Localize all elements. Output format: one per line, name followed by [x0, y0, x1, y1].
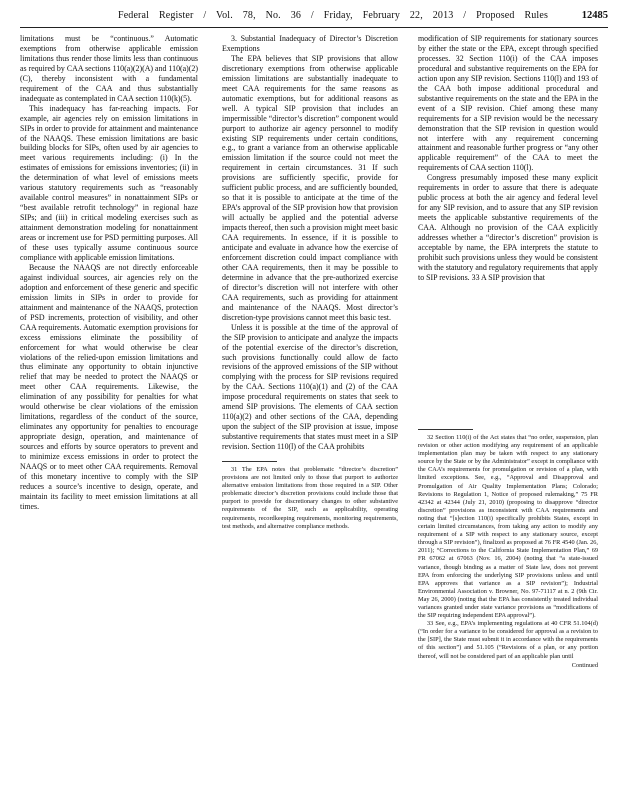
- column-3: [418, 34, 598, 794]
- running-header: [20, 8, 608, 24]
- page-number: 12485: [581, 10, 608, 21]
- paragraph: This inadequacy has far-reaching impacts. For example, air agencies rely on emission limitations in SIPs in order to provide for attainment and maintenance of the NAAQS. These emission limitations are basic building blocks for SIPs, often used by air agencies to meet various requirements including: (i) In the estimates of emissions for emissions inventories; (ii) in the determination of what level of emissions meets various statutory requirements such as “reasonably available control measures” in nonattainment SIPs or “best available retrofit technology” in regional haze SIPs; and (iii) in critical modeling exercises such as attainment demonstration modeling for nonattainment areas or increment use for PSD permitting purposes. All of these uses typically assume continuous source compliance with applicable emission limitations.: [20, 103, 198, 262]
- column-2: [222, 34, 398, 794]
- paragraph: Unless it is possible at the time of the approval of the SIP provision to anticipate and analyze the impacts of the potential exercise of the director’s discretion, such provisions functionally could allow de facto revisions of the approved emissions of the SIP without complying with the process for SIP revisions required by the CAA. Sections 110(a)(1) and (2) of the CAA impose procedural requirements on states that seek to amend SIP provisions. The elements of CAA section 110(a)(2) and other sections of the CAA, depending upon the subject of the SIP provision at issue, impose substantive requirements that states must meet in a SIP revision. Section 110(l) of the CAA prohibits: [222, 322, 398, 452]
- column-1: [20, 34, 198, 794]
- header-rule: [20, 27, 608, 28]
- footnote-rule: [418, 429, 473, 430]
- paragraph: modification of SIP requirements for stationary sources by either the state or the EPA, except through specified processes. 32 Section 110(i) of the CAA imposes procedural and substantive requirements on the EPA for action upon any SIP revision. Sections 110(l) and 193 of the CAA both impose additional procedural and substantive requirements on the state and the EPA in the event of a SIP revision. Chief among these many requirements for a SIP revision would be the necessary demonstration that the SIP revision in question would not interfere with any requirement concerning attainment and reasonable further progress or “any other applicable requirement” of the CAA to meet the requirements of CAA section 110(l).: [418, 34, 598, 173]
- column-3-body: [418, 34, 598, 426]
- continued-label: Continued: [571, 661, 598, 669]
- paragraph: Because the NAAQS are not directly enforceable against individual sources, air agencies rely on the adoption and enforcement of these generic and specific emission limits in SIPs in order to provide for attainment and maintenance of the NAAQS, protection of PSD increments, protection of visibility, and other CAA requirements. Automatic exemption provisions for excess emissions eliminate the possibility of enforcement for what would otherwise be clear violations of the relied-upon emission limitations and thus eliminate any opportunity to obtain injunctive relief that may be needed to protect the NAAQS or meet other CAA requirements. Likewise, the elimination of any possibility for penalties for what would otherwise be clear violations of the emission limitations, regardless of the conduct of the source, eliminates any opportunity for penalties to encourage appropriate design, operation, and maintenance of sources and efforts by source operators to prevent and to minimize excess emissions in order to protect the NAAQS or to meet other CAA requirements. Removal of this monetary incentive to comply with the SIP reduces a source’s incentive to design, operate, and maintain its facility to meet emission limitations at all times.: [20, 262, 198, 511]
- paragraph: The EPA believes that SIP provisions that allow discretionary exemptions from otherwise applicable emission limitations are substantially inadequate to meet CAA requirements for the same reasons as automatic exemptions, but for additional reasons as well. A typical SIP provision that includes an impermissible “director’s discretion” component would purport to authorize air agency personnel to modify existing SIP requirements under certain conditions, e.g., to grant a variance from an otherwise applicable emission limitation if the source could not meet the requirement in certain circumstances. 31 If such provisions are sufficiently specific, provide for sufficient public process, and are sufficiently bounded, so that it is possible to anticipate at the time of the EPA’s approval of the SIP provision how that provision will actually be applied and the potential adverse impacts thereof, then such a provision might meet basic CAA requirements. In essence, if it is possible to anticipate and evaluate in advance how the exercise of enforcement discretion could impact compliance with other CAA requirements, then it may be possible to determine in advance that the pre-authorized exercise of director’s discretion will not interfere with other CAA requirements, such as providing for attainment and maintenance of the NAAQS. Most director’s discretion-type provisions cannot meet this basic test.: [222, 53, 398, 322]
- running-title: Federal Register / Vol. 78, No. 36 / Friday, February 22, 2013 / Proposed Rules: [118, 10, 548, 21]
- footnote-rule: [222, 461, 277, 462]
- footnote-33: 33 See, e.g., EPA’s implementing regulations at 40 CFR 51.104(d) (“In order for a variance to be considered for approval as a revision to the [SIP], the State must submit it in accordance with the requirements of this section”) and 51.105 (“Revisions of a plan, or any portion thereof, will not be considered part of an applicable plan until: [418, 620, 598, 660]
- section-heading: 3. Substantial Inadequacy of Director’s Discretion Exemptions: [222, 34, 398, 53]
- paragraph: limitations must be “continuous.” Automatic exemptions from otherwise applicable emission limitations thus render those limits less than continuous as required by CAA sections 110(a)(2)(A) and 110(a)(2)(C), thereby inconsistent with a fundamental requirement of the CAA and thus substantially inadequate as contemplated in CAA section 110(k)(5).: [20, 34, 198, 103]
- footnote-31: 31 The EPA notes that problematic “director’s discretion” provisions are not limited only to those that purport to authorize alternative emission limitations from those required in a SIP. Other problematic director’s discretion provisions could include those that purport to provide for discretionary changes to other substantive requirements of the SIP, such as applicability, operating requirements, recordkeeping requirements, monitoring requirements, test methods, and alternative compliance methods.: [222, 466, 398, 530]
- column-2-body: [222, 34, 398, 458]
- paragraph: Congress presumably imposed these many explicit requirements in order to assure that there is adequate public process at both the air agency and federal level for any SIP revision, and to assure that any SIP revision meets the applicable substantive requirements of the CAA. Although no provision of the CAA explicitly addresses whether a “director’s discretion” provision is acceptable by name, the EPA interprets the statute to prohibit such provisions unless they would be consistent with the statutory and regulatory requirements that apply to SIP revisions. 33 A SIP provision that: [418, 173, 598, 282]
- footnote-32: 32 Section 110(i) of the Act states that “no order, suspension, plan revision or other action modifying any requirement of an applicable implementation plan may be taken with respect to any stationary source by the State or by the Administrator” except in compliance with the CAA’s requirements for promulgation or revision of a plan, with limited exceptions. See, e.g., “Approval and Disapproval and Promulgation of Air Quality Implementation Plans; Colorado; Revisions to Regulation 1, Notice of proposed rulemaking,” 75 FR 42342 at 42344 (July 21, 2010) (proposing to disapprove “director discretion” provisions as inconsistent with CAA requirements and noting that “[s]ection 110(i) specifically prohibits States, except in certain limited circumstances, from taking any action to modify any requirement of a SIP with respect to any stationary source, except through a SIP revision”), finalized as proposed at 76 FR 4540 (Jan. 26, 2011); “Corrections to the California State Implementation Plan,” 69 FR 67062 at 67063 (Nov. 16, 2004) (noting that “a state-issued variance, though binding as a matter of State law, does not prevent EPA from enforcing the underlying SIP provisions unless and until EPA approves that variance as a SIP revision”); Industrial Environmental Association v. Browner, No. 97-71117 at n. 2 (9th Cir. May 26, 2000) (noting that the EPA has consistently treated individual variances granted under state variance provisions as “modifications of the SIP requiring independent EPA approval”).: [418, 434, 598, 620]
